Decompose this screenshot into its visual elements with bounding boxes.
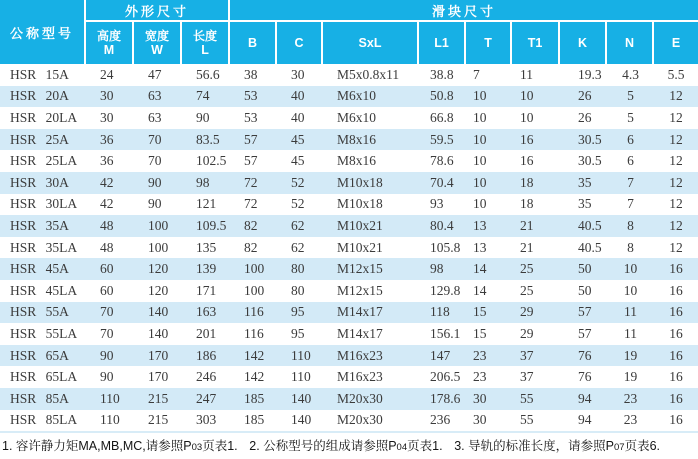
group-header-row bbox=[0, 0, 698, 22]
table-cell: 90 bbox=[148, 174, 162, 190]
table-cell: 185 bbox=[244, 412, 265, 428]
table-cell: 100 bbox=[148, 217, 169, 233]
table-cell: 8 bbox=[627, 217, 634, 233]
table-cell: 110 bbox=[291, 347, 311, 363]
table-cell: 170 bbox=[148, 369, 169, 385]
table-cell: 95 bbox=[291, 325, 305, 341]
model-cell: HSR 25LA bbox=[10, 153, 78, 169]
table-cell: 45 bbox=[291, 153, 305, 169]
table-cell: 60 bbox=[100, 282, 114, 298]
table-cell: 90 bbox=[148, 196, 162, 212]
table-cell: 19.3 bbox=[578, 66, 602, 82]
table-cell: 19 bbox=[623, 347, 638, 363]
table-cell: 50.8 bbox=[430, 88, 454, 104]
table-cell: 98 bbox=[430, 261, 444, 277]
col-header-e: E bbox=[654, 22, 698, 64]
table-cell: 19 bbox=[623, 369, 638, 385]
table-cell: 52 bbox=[291, 174, 305, 190]
table-cell: 10 bbox=[520, 109, 534, 125]
table-cell: 16 bbox=[669, 412, 683, 428]
table-cell: 83.5 bbox=[196, 131, 220, 147]
table-cell: 16 bbox=[669, 347, 683, 363]
table-cell: 72 bbox=[244, 196, 258, 212]
table-cell: M10x18 bbox=[337, 196, 383, 212]
table-cell: M5x0.8x11 bbox=[337, 66, 400, 82]
table-row bbox=[0, 129, 698, 151]
table-cell: 38 bbox=[244, 66, 258, 82]
table-cell: 236 bbox=[430, 412, 451, 428]
table-cell: 30.5 bbox=[578, 131, 602, 147]
table-cell: 121 bbox=[196, 196, 217, 212]
table-row bbox=[0, 86, 698, 108]
col-header-l1: L1 bbox=[419, 22, 466, 64]
model-cell: HSR 85A bbox=[10, 390, 69, 406]
table-cell: 110 bbox=[291, 369, 311, 385]
group-header-slider-dimensions: 滑块尺寸 bbox=[230, 0, 698, 22]
table-cell: 185 bbox=[244, 390, 265, 406]
table-row bbox=[0, 215, 698, 237]
table-cell: 30 bbox=[291, 66, 305, 82]
table-cell: M14x17 bbox=[337, 304, 383, 320]
table-cell: 6 bbox=[627, 131, 634, 147]
table-row bbox=[0, 258, 698, 280]
table-cell: M8x16 bbox=[337, 153, 377, 169]
table-cell: 16 bbox=[520, 131, 534, 147]
table-cell: 246 bbox=[196, 369, 217, 385]
table-cell: M12x15 bbox=[337, 282, 383, 298]
table-cell: 12 bbox=[669, 88, 683, 104]
table-cell: 10 bbox=[623, 261, 638, 277]
group-header-outer-dimensions: 外形尺寸 bbox=[86, 0, 230, 22]
table-cell: 13 bbox=[473, 217, 487, 233]
table-cell: 5 bbox=[627, 88, 634, 104]
table-cell: 80 bbox=[291, 282, 305, 298]
table-cell: 140 bbox=[148, 325, 169, 341]
col-header-m: 高度 M bbox=[86, 22, 134, 64]
table-cell: 70 bbox=[148, 131, 162, 147]
table-cell: 62 bbox=[291, 239, 305, 255]
table-cell: 82 bbox=[244, 217, 258, 233]
table-cell: 142 bbox=[244, 369, 265, 385]
table-row bbox=[0, 194, 698, 216]
table-cell: 16 bbox=[669, 261, 683, 277]
table-cell: 7 bbox=[627, 196, 634, 212]
model-cell: HSR 35A bbox=[10, 217, 69, 233]
table-cell: 25 bbox=[520, 261, 534, 277]
table-cell: 72 bbox=[244, 174, 258, 190]
table-cell: 201 bbox=[196, 325, 217, 341]
model-cell: HSR 25A bbox=[10, 131, 69, 147]
table-cell: 93 bbox=[430, 196, 444, 212]
table-cell: 15 bbox=[473, 325, 487, 341]
table-cell: 30.5 bbox=[578, 153, 602, 169]
table-cell: 100 bbox=[244, 282, 265, 298]
table-cell: 40 bbox=[291, 109, 305, 125]
table-cell: 53 bbox=[244, 88, 258, 104]
col-header-n: N bbox=[607, 22, 654, 64]
table-cell: 40.5 bbox=[578, 239, 602, 255]
table-cell: 16 bbox=[520, 153, 534, 169]
table-row bbox=[0, 107, 698, 129]
table-cell: 78.6 bbox=[430, 153, 454, 169]
table-cell: 23 bbox=[473, 369, 487, 385]
table-cell: 156.1 bbox=[430, 325, 461, 341]
table-cell: 66.8 bbox=[430, 109, 454, 125]
table-cell: M8x16 bbox=[337, 131, 377, 147]
table-cell: 16 bbox=[669, 325, 683, 341]
model-cell: HSR 30LA bbox=[10, 196, 78, 212]
table-row bbox=[0, 280, 698, 302]
table-cell: 4.3 bbox=[622, 66, 639, 82]
table-cell: 100 bbox=[244, 261, 265, 277]
model-cell: HSR 15A bbox=[10, 66, 69, 82]
table-cell: 55 bbox=[520, 412, 534, 428]
table-cell: 57 bbox=[578, 304, 592, 320]
table-cell: 109.5 bbox=[196, 217, 227, 233]
table-cell: 163 bbox=[196, 304, 217, 320]
table-cell: 16 bbox=[669, 369, 683, 385]
table-cell: 80.4 bbox=[430, 217, 454, 233]
footnotes bbox=[0, 431, 698, 459]
table-cell: 30 bbox=[100, 109, 114, 125]
table-cell: 10 bbox=[473, 109, 487, 125]
page-number-ref: 07 bbox=[613, 442, 625, 454]
table-cell: 90 bbox=[196, 109, 210, 125]
col-header-sxl: SxL bbox=[323, 22, 419, 64]
table-row bbox=[0, 345, 698, 367]
table-cell: 14 bbox=[473, 282, 487, 298]
table-cell: 70 bbox=[148, 153, 162, 169]
model-cell: HSR 65A bbox=[10, 347, 69, 363]
table-cell: 50 bbox=[578, 261, 592, 277]
table-cell: 120 bbox=[148, 282, 169, 298]
table-cell: 6 bbox=[627, 153, 634, 169]
table-cell: 59.5 bbox=[430, 131, 454, 147]
table-cell: M12x15 bbox=[337, 261, 383, 277]
col-header-t: T bbox=[466, 22, 512, 64]
table-cell: 76 bbox=[578, 347, 592, 363]
col-header-w: 宽度 W bbox=[134, 22, 182, 64]
col-header-l: 长度 L bbox=[182, 22, 230, 64]
table-cell: 140 bbox=[291, 412, 312, 428]
table-cell: 37 bbox=[520, 347, 534, 363]
table-row bbox=[0, 150, 698, 172]
table-header bbox=[0, 0, 698, 64]
table-cell: 55 bbox=[520, 390, 534, 406]
table-cell: 95 bbox=[291, 304, 305, 320]
table-cell: 12 bbox=[669, 196, 683, 212]
table-cell: 90 bbox=[100, 347, 114, 363]
table-cell: 48 bbox=[100, 217, 114, 233]
table-cell: 116 bbox=[244, 325, 264, 341]
table-cell: 38.8 bbox=[430, 66, 454, 82]
table-cell: 52 bbox=[291, 196, 305, 212]
footnote-1: 1. 容许静力矩MA,MB,MC,请参照P03页表1. bbox=[2, 439, 238, 454]
table-cell: M10x18 bbox=[337, 174, 383, 190]
table-row bbox=[0, 410, 698, 432]
model-cell: HSR 85LA bbox=[10, 412, 78, 428]
table-cell: 12 bbox=[669, 217, 683, 233]
table-cell: M10x21 bbox=[337, 217, 383, 233]
footnote-2: 2. 公称型号的组成请参照P04页表1. bbox=[249, 439, 443, 454]
table-cell: 30 bbox=[100, 88, 114, 104]
table-cell: 11 bbox=[624, 304, 638, 320]
table-cell: 21 bbox=[520, 217, 534, 233]
model-cell: HSR 65LA bbox=[10, 369, 78, 385]
table-cell: 94 bbox=[578, 412, 592, 428]
table-cell: 57 bbox=[244, 153, 258, 169]
table-cell: 21 bbox=[520, 239, 534, 255]
table-cell: 11 bbox=[624, 325, 638, 341]
table-cell: 110 bbox=[100, 390, 120, 406]
table-cell: 206.5 bbox=[430, 369, 461, 385]
table-cell: 8 bbox=[627, 239, 634, 255]
table-cell: 63 bbox=[148, 88, 162, 104]
table-cell: M16x23 bbox=[337, 369, 383, 385]
table-cell: 12 bbox=[669, 109, 683, 125]
table-cell: 56.6 bbox=[196, 66, 220, 82]
table-cell: 247 bbox=[196, 390, 217, 406]
sub-header-row bbox=[0, 22, 698, 64]
table-cell: 36 bbox=[100, 153, 114, 169]
table-body bbox=[0, 64, 698, 431]
model-cell: HSR 55A bbox=[10, 304, 69, 320]
table-cell: 18 bbox=[520, 174, 534, 190]
col-header-c: C bbox=[277, 22, 323, 64]
table-cell: 120 bbox=[148, 261, 169, 277]
model-cell: HSR 30A bbox=[10, 174, 69, 190]
table-cell: 42 bbox=[100, 196, 114, 212]
table-cell: 94 bbox=[578, 390, 592, 406]
table-cell: 170 bbox=[148, 347, 169, 363]
table-cell: 10 bbox=[473, 196, 487, 212]
model-cell: HSR 55LA bbox=[10, 325, 78, 341]
table-cell: 30 bbox=[473, 412, 487, 428]
table-cell: 105.8 bbox=[430, 239, 461, 255]
table-cell: 18 bbox=[520, 196, 534, 212]
table-cell: 7 bbox=[473, 66, 480, 82]
table-cell: 82 bbox=[244, 239, 258, 255]
table-cell: 10 bbox=[473, 153, 487, 169]
model-cell: HSR 35LA bbox=[10, 239, 78, 255]
model-cell: HSR 45LA bbox=[10, 282, 78, 298]
table-cell: M10x21 bbox=[337, 239, 383, 255]
table-cell: 70.4 bbox=[430, 174, 454, 190]
table-cell: 23 bbox=[623, 412, 638, 428]
model-cell: HSR 20A bbox=[10, 88, 69, 104]
table-row bbox=[0, 366, 698, 388]
table-cell: 139 bbox=[196, 261, 217, 277]
table-cell: 90 bbox=[100, 369, 114, 385]
table-cell: 16 bbox=[669, 390, 683, 406]
table-cell: 57 bbox=[578, 325, 592, 341]
col-header-t1: T1 bbox=[512, 22, 560, 64]
table-cell: 16 bbox=[669, 304, 683, 320]
table-cell: 15 bbox=[473, 304, 487, 320]
table-cell: 47 bbox=[148, 66, 162, 82]
table-row bbox=[0, 302, 698, 324]
table-cell: 215 bbox=[148, 412, 169, 428]
table-cell: 10 bbox=[473, 88, 487, 104]
table-cell: 118 bbox=[430, 304, 450, 320]
col-header-k: K bbox=[560, 22, 607, 64]
table-cell: 35 bbox=[578, 196, 592, 212]
table-cell: 23 bbox=[623, 390, 638, 406]
table-cell: 53 bbox=[244, 109, 258, 125]
table-cell: 13 bbox=[473, 239, 487, 255]
table-cell: 50 bbox=[578, 282, 592, 298]
table-row bbox=[0, 237, 698, 259]
table-cell: 57 bbox=[244, 131, 258, 147]
table-cell: 12 bbox=[669, 153, 683, 169]
table-cell: 12 bbox=[669, 174, 683, 190]
table-cell: M20x30 bbox=[337, 390, 383, 406]
table-cell: 11 bbox=[520, 66, 534, 82]
table-cell: 10 bbox=[473, 174, 487, 190]
col-header-b: B bbox=[230, 22, 277, 64]
model-cell: HSR 20LA bbox=[10, 109, 78, 125]
table-cell: 140 bbox=[148, 304, 169, 320]
table-cell: 135 bbox=[196, 239, 217, 255]
table-cell: M6x10 bbox=[337, 88, 377, 104]
table-row bbox=[0, 172, 698, 194]
table-cell: 23 bbox=[473, 347, 487, 363]
table-cell: 35 bbox=[578, 174, 592, 190]
table-cell: 60 bbox=[100, 261, 114, 277]
table-cell: 42 bbox=[100, 174, 114, 190]
table-cell: 10 bbox=[473, 131, 487, 147]
table-cell: 37 bbox=[520, 369, 534, 385]
table-row bbox=[0, 388, 698, 410]
table-cell: 45 bbox=[291, 131, 305, 147]
table-cell: M16x23 bbox=[337, 347, 383, 363]
table-cell: 12 bbox=[669, 131, 683, 147]
model-cell: HSR 45A bbox=[10, 261, 69, 277]
table-cell: 76 bbox=[578, 369, 592, 385]
table-cell: 129.8 bbox=[430, 282, 461, 298]
table-cell: 186 bbox=[196, 347, 217, 363]
table-cell: 40 bbox=[291, 88, 305, 104]
table-cell: 30 bbox=[473, 390, 487, 406]
table-cell: 74 bbox=[196, 88, 210, 104]
table-cell: 7 bbox=[627, 174, 634, 190]
page-number-ref: 04 bbox=[396, 442, 408, 454]
table-cell: 25 bbox=[520, 282, 534, 298]
table-cell: M6x10 bbox=[337, 109, 377, 125]
table-cell: 80 bbox=[291, 261, 305, 277]
table-cell: 24 bbox=[100, 66, 114, 82]
table-cell: 140 bbox=[291, 390, 312, 406]
table-cell: 303 bbox=[196, 412, 217, 428]
table-cell: 5 bbox=[627, 109, 634, 125]
table-cell: 171 bbox=[196, 282, 217, 298]
table-cell: 48 bbox=[100, 239, 114, 255]
table-cell: 10 bbox=[520, 88, 534, 104]
table-cell: 142 bbox=[244, 347, 265, 363]
table-cell: 26 bbox=[578, 88, 592, 104]
table-cell: 98 bbox=[196, 174, 210, 190]
page-number-ref: 03 bbox=[191, 442, 203, 454]
table-cell: 16 bbox=[669, 282, 683, 298]
table-cell: 116 bbox=[244, 304, 264, 320]
table-cell: 36 bbox=[100, 131, 114, 147]
table-cell: 70 bbox=[100, 325, 114, 341]
table-cell: 12 bbox=[669, 239, 683, 255]
table-cell: 110 bbox=[100, 412, 120, 428]
table-cell: 102.5 bbox=[196, 153, 227, 169]
table-cell: 29 bbox=[520, 304, 534, 320]
table-cell: 14 bbox=[473, 261, 487, 277]
table-cell: 147 bbox=[430, 347, 451, 363]
table-cell: 40.5 bbox=[578, 217, 602, 233]
col-header-model: 公称型号 bbox=[0, 0, 86, 64]
footnote-3: 3. 导轨的标准长度，请参照P07页表6. bbox=[454, 439, 660, 454]
table-cell: 100 bbox=[148, 239, 169, 255]
table-cell: M20x30 bbox=[337, 412, 383, 428]
table-row bbox=[0, 323, 698, 345]
table-cell: 26 bbox=[578, 109, 592, 125]
table-cell: 62 bbox=[291, 217, 305, 233]
table-row bbox=[0, 64, 698, 86]
table-cell: 63 bbox=[148, 109, 162, 125]
table-cell: 29 bbox=[520, 325, 534, 341]
table-cell: 70 bbox=[100, 304, 114, 320]
table-cell: 215 bbox=[148, 390, 169, 406]
table-cell: 178.6 bbox=[430, 390, 461, 406]
table-cell: 10 bbox=[623, 282, 638, 298]
table-cell: M14x17 bbox=[337, 325, 383, 341]
table-cell: 5.5 bbox=[667, 66, 685, 82]
